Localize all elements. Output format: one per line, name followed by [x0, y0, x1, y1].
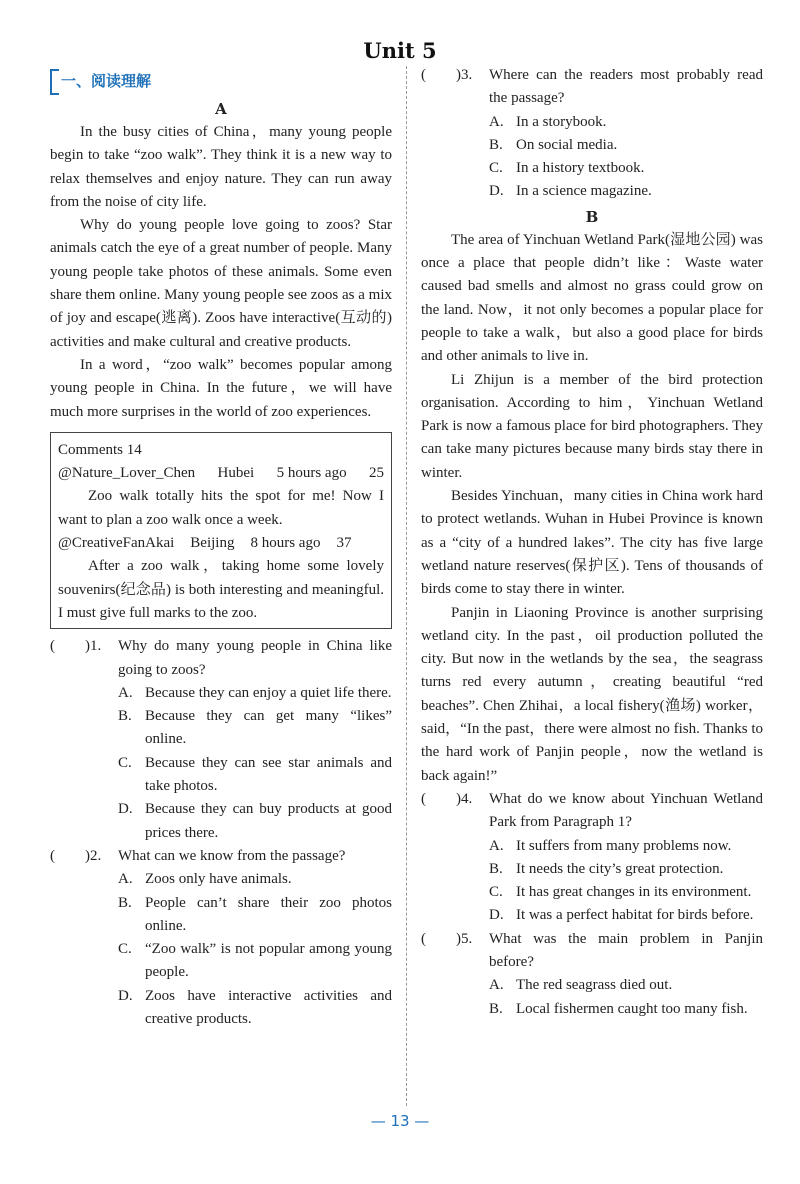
passage-b-paragraph: The area of Yinchuan Wetland Park(湿地公园) was once a place that people didn’t like：Waste water caused bad smells and almost no grass could grow on the land. Now，it not only becomes a popular place for people to take a walk，but also a good place for birds and other animals to live in. — [421, 231, 763, 365]
question-number: ( )3. — [421, 67, 473, 83]
comment-text: After a zoo walk，taking home some lovely souvenirs(纪念品) is both interesting and meaningful. I must give full marks to the zoo. — [58, 558, 384, 621]
question-number: ( )5. — [421, 930, 473, 947]
page-title: Unit 5 — [363, 38, 437, 63]
section-bracket-icon — [50, 69, 59, 95]
question-2-options — [118, 868, 392, 1031]
question-number: ( )2. — [50, 847, 102, 864]
passage-b-label: B — [585, 207, 599, 226]
question-1 — [50, 635, 392, 682]
question-text: Where can the readers most probably read the passage? — [489, 67, 763, 107]
comment-user: @Nature_Lover_Chen — [58, 465, 196, 482]
right-column — [421, 64, 763, 1021]
question-2 — [50, 845, 392, 868]
section-label: 一、阅读理解 — [61, 72, 152, 91]
comment-location: Beijing — [190, 535, 235, 552]
option-d: D. Because they can buy products at good prices there. — [118, 801, 392, 841]
option-c: C. “Zoo walk” is not popular among young people. — [118, 941, 392, 981]
option-b: B. Local fishermen caught too many fish. — [489, 1000, 748, 1017]
option-b: B. On social media. — [489, 136, 618, 153]
passage-a-paragraph: In the busy cities of China，many young people begin to take “zoo walk”. They think it is a new way to relax themselves and enjoy nature. They can run away from the noise of city life. — [50, 124, 392, 210]
option-d: D. In a science magazine. — [489, 183, 652, 200]
passage-b-paragraph: Panjin in Liaoning Province is another surprising wetland city. In the past，oil production polluted the city. But now in the wetlands by the sea，the seagrass turns red every autumn，creating beautiful “red beaches”. Chen Zhihai，a local fishery(渔场) worker，said，“In the past，there were almost no fish. Thanks to the hard work of Panjin people，now the wetland is back again!” — [421, 604, 763, 784]
passage-a-label: A — [215, 100, 227, 118]
question-text: Why do many young people in China like going to zoos? — [118, 638, 392, 678]
comment-likes: 25 — [369, 465, 384, 482]
option-a: A. Zoos only have animals. — [118, 871, 292, 888]
option-a: A. Because they can enjoy a quiet life there. — [118, 684, 392, 701]
passage-b-paragraph: Li Zhijun is a member of the bird protection organisation. According to him，Yinchuan Wetland Park is now a famous place for bird photographers. They can take many pictures because many birds stay there in winter. — [421, 371, 763, 481]
option-b: B. Because they can get many “likes” online. — [118, 708, 392, 748]
comments-box — [50, 432, 392, 629]
comment-likes: 37 — [336, 535, 352, 552]
question-3 — [421, 64, 763, 111]
comment-time: 5 hours ago — [276, 465, 347, 482]
comment-location: Hubei — [217, 465, 255, 482]
option-c: C. In a history textbook. — [489, 160, 645, 177]
question-number: ( )1. — [50, 638, 102, 655]
comment-user: @CreativeFanAkai — [58, 535, 175, 552]
column-divider — [406, 66, 407, 1106]
question-text: What was the main problem in Panjin before? — [489, 930, 763, 970]
option-d: D. Zoos have interactive activities and creative products. — [118, 987, 392, 1027]
question-1-options — [118, 682, 392, 845]
passage-a-paragraph: In a word，“zoo walk” becomes popular among young people in China. In the future，we will have much more surprises in the world of zoo experiences. — [50, 356, 392, 420]
question-5 — [421, 928, 763, 975]
passage-b-paragraph: Besides Yinchuan，many cities in China work hard to protect wetlands. Wuhan in Hubei Province is known as a “city of a hundred lakes”. The city has five large wetland nature reserves(保护区). Tens of thousands of birds come to stay there in winter. — [421, 488, 763, 598]
question-4 — [421, 788, 763, 835]
question-number: ( )4. — [421, 790, 473, 807]
option-b: B. It needs the city’s great protection. — [489, 860, 724, 877]
comment-meta — [58, 462, 384, 485]
question-text: What can we know from the passage? — [118, 847, 346, 864]
option-d: D. It was a perfect habitat for birds before. — [489, 907, 754, 924]
question-4-options — [489, 835, 763, 928]
passage-a-paragraph: Why do young people love going to zoos? Star animals catch the eye of a great number of people. Many young people take photos of these animals. Some even share them online. Many young people see zoos as a mix of joy and escape(逃离). Zoos have interactive(互动的) activities and make cultural and creative products. — [50, 217, 392, 350]
comment-time: 8 hours ago — [250, 535, 321, 552]
section-header — [50, 68, 392, 96]
question-5-options — [489, 974, 763, 1021]
option-a: A. It suffers from many problems now. — [489, 837, 732, 854]
option-b: B. People can’t share their zoo photos online. — [118, 894, 392, 934]
comment-text: Zoo walk totally hits the spot for me! Now I want to plan a zoo walk once a week. — [58, 488, 384, 528]
question-text: What do we know about Yinchuan Wetland Park from Paragraph 1? — [489, 790, 763, 831]
option-c: C. Because they can see star animals and take photos. — [118, 754, 392, 795]
page-number: — 13 — — [370, 1112, 430, 1130]
comments-header: Comments 14 — [58, 441, 142, 458]
question-3-options — [489, 111, 763, 204]
comment-meta — [58, 532, 384, 555]
option-a: A. In a storybook. — [489, 113, 607, 130]
left-column — [50, 64, 392, 1031]
option-c: C. It has great changes in its environment. — [489, 884, 752, 901]
option-a: A. The red seagrass died out. — [489, 977, 673, 994]
